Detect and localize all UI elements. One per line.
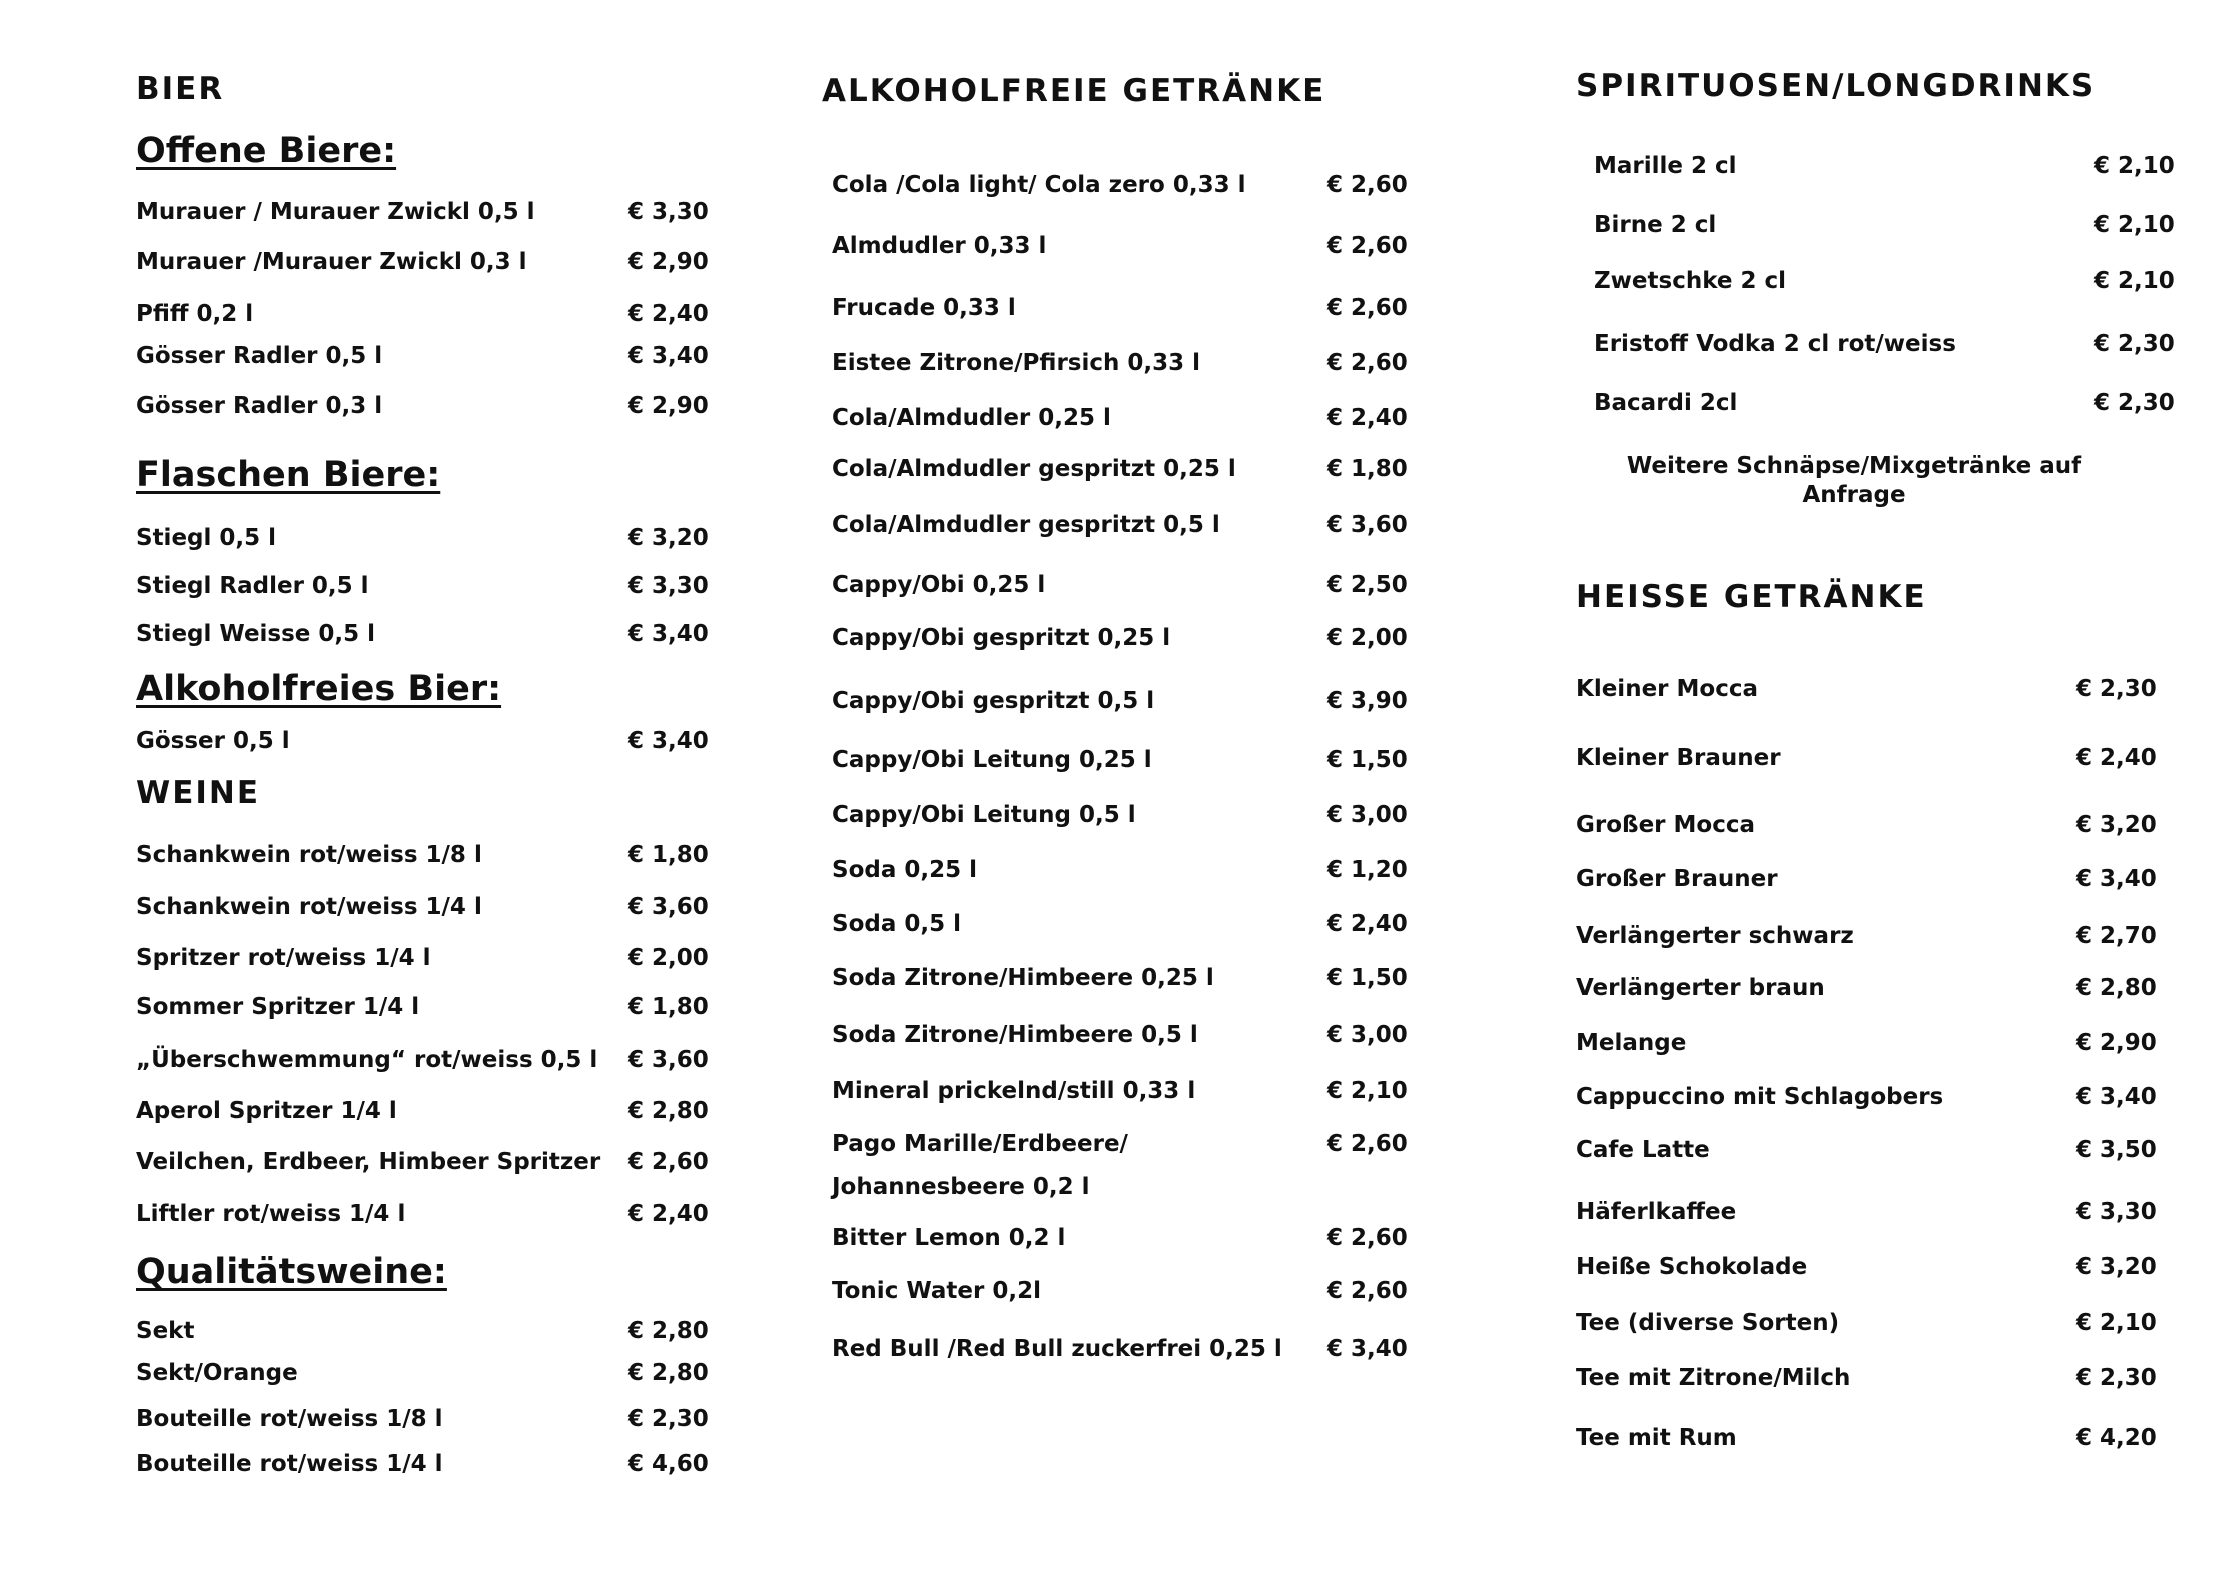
item-name: Cappy/Obi Leitung 0,5 l: [832, 802, 1136, 828]
item-name: Tee mit Zitrone/Milch: [1576, 1365, 1851, 1391]
item-name: Soda Zitrone/Himbeere 0,5 l: [832, 1022, 1198, 1048]
item-name: Mineral prickelnd/still 0,33 l: [832, 1078, 1196, 1104]
item-name: Cola/Almdudler gespritzt 0,25 l: [832, 456, 1236, 482]
item-price: € 3,40: [2076, 866, 2157, 892]
item-name: Cappy/Obi gespritzt 0,25 l: [832, 625, 1171, 651]
item-price: € 2,60: [1327, 295, 1408, 321]
item-price: € 2,90: [2076, 1030, 2157, 1056]
item-name: Spritzer rot/weiss 1/4 l: [136, 945, 431, 971]
item-price: € 3,00: [1327, 1022, 1408, 1048]
item-name: Stiegl Weisse 0,5 l: [136, 621, 376, 647]
heisse-getraenke-heading: HEISSE GETRÄNKE: [1576, 579, 1927, 615]
item-name: Tee (diverse Sorten): [1576, 1310, 1840, 1336]
item-price: € 3,40: [1327, 1336, 1408, 1362]
item-name: Pfiff 0,2 l: [136, 301, 254, 327]
item-name: Sommer Spritzer 1/4 l: [136, 994, 420, 1020]
item-name: Cola/Almdudler 0,25 l: [832, 405, 1111, 431]
item-price: € 2,80: [628, 1318, 709, 1344]
alkoholfreie-getraenke-heading: ALKOHOLFREIE GETRÄNKE: [822, 73, 1326, 109]
item-name: Kleiner Brauner: [1576, 745, 1781, 771]
offene-biere-heading: Offene Biere:: [136, 131, 397, 171]
item-name: Sekt/Orange: [136, 1360, 298, 1386]
item-price: € 3,60: [628, 1047, 709, 1073]
item-name: Cola /Cola light/ Cola zero 0,33 l: [832, 172, 1246, 198]
item-name: Cappy/Obi 0,25 l: [832, 572, 1046, 598]
item-price: € 1,20: [1327, 857, 1408, 883]
item-price: € 2,10: [2094, 212, 2175, 238]
item-name: Tee mit Rum: [1576, 1425, 1737, 1451]
item-price: € 2,40: [2076, 745, 2157, 771]
flaschen-biere-heading: Flaschen Biere:: [136, 455, 441, 495]
item-name: Bouteille rot/weiss 1/4 l: [136, 1451, 443, 1477]
item-name: Zwetschke 2 cl: [1594, 268, 1787, 294]
spirituosen-heading: SPIRITUOSEN/LONGDRINKS: [1576, 68, 2096, 104]
item-price: € 2,40: [1327, 911, 1408, 937]
item-price: € 2,10: [2094, 268, 2175, 294]
item-name: Sekt: [136, 1318, 195, 1344]
item-name: Soda Zitrone/Himbeere 0,25 l: [832, 965, 1214, 991]
weine-heading: WEINE: [136, 775, 261, 811]
item-price: € 2,60: [1327, 350, 1408, 376]
item-price: € 1,80: [1327, 456, 1408, 482]
item-price: € 3,30: [628, 199, 709, 225]
item-name: Marille 2 cl: [1594, 153, 1737, 179]
item-price: € 2,30: [2076, 676, 2157, 702]
item-name: Murauer /Murauer Zwickl 0,3 l: [136, 249, 527, 275]
item-name: Großer Mocca: [1576, 812, 1755, 838]
item-price: € 2,90: [628, 393, 709, 419]
item-name: Birne 2 cl: [1594, 212, 1717, 238]
item-price: € 2,40: [628, 301, 709, 327]
item-name: Verlängerter braun: [1576, 975, 1825, 1001]
item-price: € 2,30: [2094, 390, 2175, 416]
item-price: € 2,70: [2076, 923, 2157, 949]
item-price: € 3,40: [628, 728, 709, 754]
spirituosen-note: Weitere Schnäpse/Mixgetränke auf Anfrage: [1626, 453, 2082, 508]
item-name: Melange: [1576, 1030, 1687, 1056]
item-price: € 3,30: [2076, 1199, 2157, 1225]
item-price: € 2,40: [628, 1201, 709, 1227]
item-name: „Überschwemmung“ rot/weiss 0,5 l: [136, 1047, 598, 1073]
item-name: Bitter Lemon 0,2 l: [832, 1225, 1066, 1251]
item-price: € 2,60: [1327, 172, 1408, 198]
qualitaetsweine-heading: Qualitätsweine:: [136, 1252, 447, 1292]
item-name: Aperol Spritzer 1/4 l: [136, 1098, 397, 1124]
item-price: € 3,40: [628, 343, 709, 369]
item-price: € 3,20: [2076, 1254, 2157, 1280]
item-price: € 2,40: [1327, 405, 1408, 431]
item-price: € 2,30: [628, 1406, 709, 1432]
item-price: € 4,60: [628, 1451, 709, 1477]
item-price: € 1,80: [628, 842, 709, 868]
item-price: € 3,30: [628, 573, 709, 599]
item-name: Soda 0,25 l: [832, 857, 977, 883]
item-price: € 2,10: [2076, 1310, 2157, 1336]
item-price: € 3,50: [2076, 1137, 2157, 1163]
item-name: Kleiner Mocca: [1576, 676, 1758, 702]
item-price: € 2,60: [628, 1149, 709, 1175]
item-price: € 1,80: [628, 994, 709, 1020]
item-name: Veilchen, Erdbeer, Himbeer Spritzer: [136, 1149, 601, 1175]
item-price: € 2,60: [1327, 1278, 1408, 1304]
item-price: € 3,60: [628, 894, 709, 920]
item-price: € 2,80: [2076, 975, 2157, 1001]
bier-heading: BIER: [136, 71, 225, 107]
item-price: € 2,60: [1327, 1131, 1408, 1157]
item-name: Pago Marille/Erdbeere/: [832, 1131, 1128, 1157]
item-name: Verlängerter schwarz: [1576, 923, 1854, 949]
item-price: € 3,20: [2076, 812, 2157, 838]
item-price: € 4,20: [2076, 1425, 2157, 1451]
item-name: Almdudler 0,33 l: [832, 233, 1047, 259]
item-name: Gösser Radler 0,3 l: [136, 393, 383, 419]
item-price: € 3,40: [628, 621, 709, 647]
item-name: Cola/Almdudler gespritzt 0,5 l: [832, 512, 1220, 538]
item-price: € 2,50: [1327, 572, 1408, 598]
item-name: Cappy/Obi gespritzt 0,5 l: [832, 688, 1155, 714]
item-price: € 2,30: [2076, 1365, 2157, 1391]
item-price: € 2,00: [628, 945, 709, 971]
item-name: Eristoff Vodka 2 cl rot/weiss: [1594, 331, 1956, 357]
item-price: € 3,90: [1327, 688, 1408, 714]
item-name: Frucade 0,33 l: [832, 295, 1016, 321]
item-name: Cafe Latte: [1576, 1137, 1710, 1163]
item-price: € 2,30: [2094, 331, 2175, 357]
item-name: Murauer / Murauer Zwickl 0,5 l: [136, 199, 535, 225]
item-name: Bouteille rot/weiss 1/8 l: [136, 1406, 443, 1432]
item-name: Eistee Zitrone/Pfirsich 0,33 l: [832, 350, 1201, 376]
item-price: € 1,50: [1327, 747, 1408, 773]
item-name: Cappy/Obi Leitung 0,25 l: [832, 747, 1152, 773]
item-name: Stiegl Radler 0,5 l: [136, 573, 369, 599]
item-price: € 2,10: [1327, 1078, 1408, 1104]
item-price: € 2,60: [1327, 233, 1408, 259]
item-price: € 3,40: [2076, 1084, 2157, 1110]
item-name: Gösser Radler 0,5 l: [136, 343, 383, 369]
item-name: Tonic Water 0,2l: [832, 1278, 1041, 1304]
alkoholfreies-bier-heading: Alkoholfreies Bier:: [136, 669, 502, 709]
item-name: Soda 0,5 l: [832, 911, 961, 937]
item-price: € 2,80: [628, 1098, 709, 1124]
item-price: € 2,80: [628, 1360, 709, 1386]
item-name: Bacardi 2cl: [1594, 390, 1738, 416]
item-name: Red Bull /Red Bull zuckerfrei 0,25 l: [832, 1336, 1282, 1362]
item-price: € 2,00: [1327, 625, 1408, 651]
item-price: € 2,60: [1327, 1225, 1408, 1251]
item-price: € 3,00: [1327, 802, 1408, 828]
item-name: Liftler rot/weiss 1/4 l: [136, 1201, 406, 1227]
item-price: € 3,60: [1327, 512, 1408, 538]
item-name: Schankwein rot/weiss 1/4 l: [136, 894, 482, 920]
item-price: € 2,10: [2094, 153, 2175, 179]
item-name: Gösser 0,5 l: [136, 728, 290, 754]
item-name: Schankwein rot/weiss 1/8 l: [136, 842, 482, 868]
item-price: € 1,50: [1327, 965, 1408, 991]
item-name: Cappuccino mit Schlagobers: [1576, 1084, 1944, 1110]
item-name: Großer Brauner: [1576, 866, 1778, 892]
item-name: Heiße Schokolade: [1576, 1254, 1808, 1280]
item-name-continued: Johannesbeere 0,2 l: [832, 1174, 1090, 1200]
item-price: € 3,20: [628, 525, 709, 551]
item-price: € 2,90: [628, 249, 709, 275]
item-name: Stiegl 0,5 l: [136, 525, 277, 551]
item-name: Häferlkaffee: [1576, 1199, 1737, 1225]
